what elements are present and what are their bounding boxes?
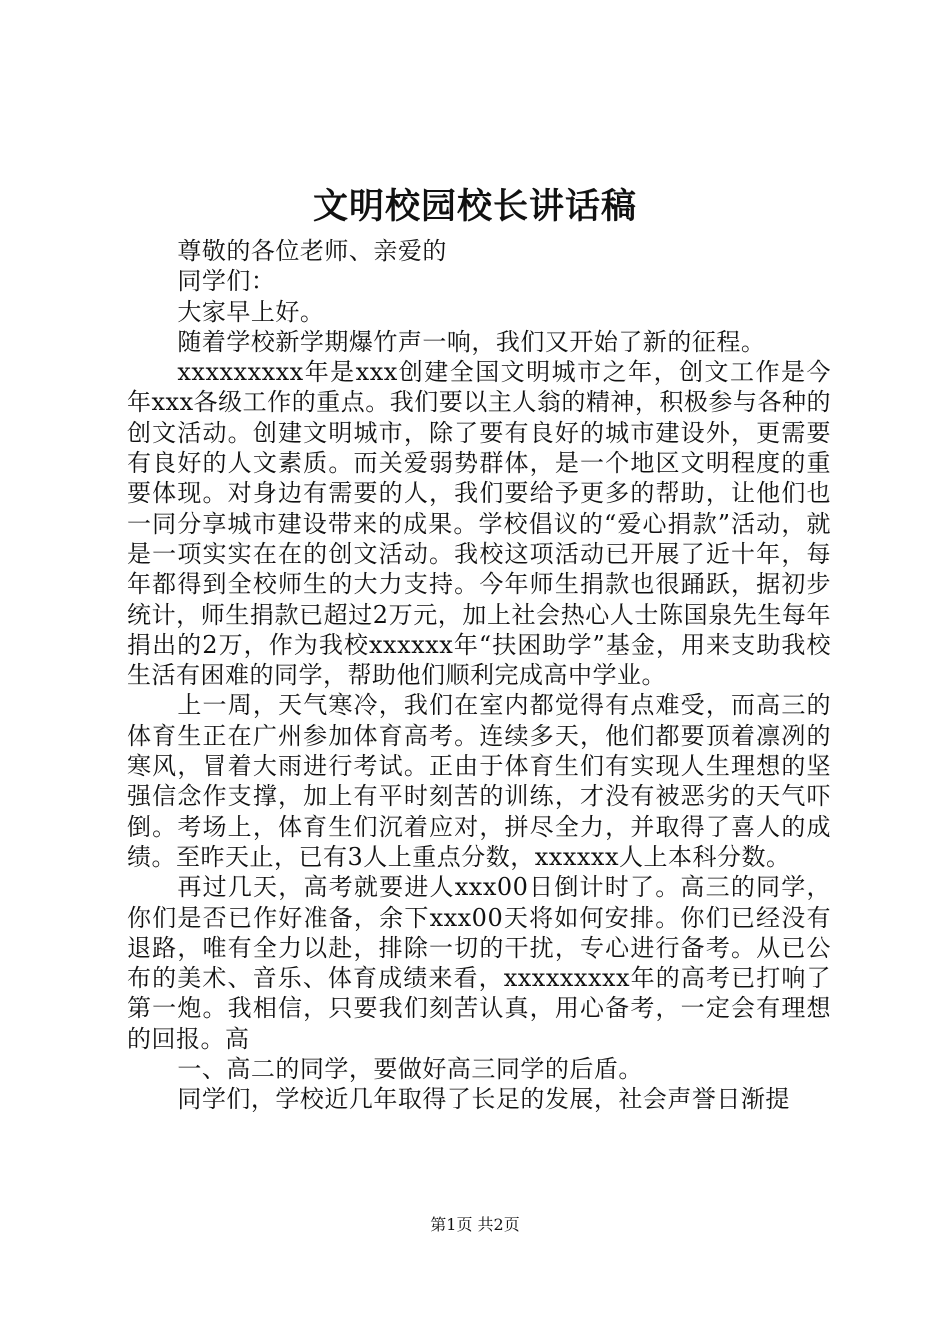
paragraph-salutation: 尊敬的各位老师、亲爱的 xyxy=(177,237,447,265)
paragraph-school-development: 同学们，学校近几年取得了长足的发展，社会声誉日渐提 xyxy=(177,1085,790,1114)
paragraph-salutation-cont: 同学们： xyxy=(177,267,276,296)
document-title: 文明校园校长讲话稿 xyxy=(312,186,637,227)
paragraph-intro: 随着学校新学期爆竹声一响，我们又开始了新的征程。 xyxy=(177,327,766,356)
paragraph-grade-support: 一、高二的同学，要做好高三同学的后盾。 xyxy=(177,1055,643,1084)
paragraph-greeting: 大家早上好。 xyxy=(177,297,325,326)
document-body xyxy=(127,236,831,1115)
paragraph-sports-students: 上一周，天气寒冷，我们在室内都觉得有点难受，而高三的体育生正在广州参加体育高考。连续多天，他们都要顶着凛冽的寒风，冒着大雨进行考试。正由于体育生们有实现人生理想的坚强信念作支撑，加上有平时刻苦的训练，才没有被恶劣的天气吓倒。考场上，体育生们沉着应对，拼尽全力，并取得了喜人的成绩。至昨天止，已有3人上重点分数，xxxxxx人上本科分数。 xyxy=(127,691,831,871)
paragraph-gaokao: 再过几天，高考就要进人xxx00日倒计时了。高三的同学，你们是否已作好准备，余下xxx00天将如何安排。你们已经没有退路，唯有全力以赴，排除一切的干扰，专心进行备考。从已公布的美术、音乐、体育成绩来看，xxxxxxxxx年的高考已打响了第一炮。我相信，只要我们刻苦认真，用心备考，一定会有理想的回报。高 xyxy=(127,873,831,1053)
page-footer: 第1页 共2页 xyxy=(430,1215,520,1234)
paragraph-civilization: xxxxxxxxx年是xxx创建全国文明城市之年，创文工作是今年xxx各级工作的重点。我们要以主人翁的精神，积极参与各种的创文活动。创建文明城市，除了要有良好的城市建设外，更需要有良好的人文素质。而关爱弱势群体，是一个地区文明程度的重要体现。对身边有需要的人，我们要给予更多的帮助，让他们也一同分享城市建设带来的成果。学校倡议的“爱心捐款”活动，就是一项实实在在的创文活动。我校这项活动已开展了近十年，每年都得到全校师生的大力支持。今年师生捐款也很踊跃，据初步统计，师生捐款已超过2万元，加上社会热心人士陈国泉先生每年捐出的2万，作为我校xxxxxx年“扶困助学”基金，用来支助我校生活有困难的同学，帮助他们顺利完成高中学业。 xyxy=(127,358,831,690)
